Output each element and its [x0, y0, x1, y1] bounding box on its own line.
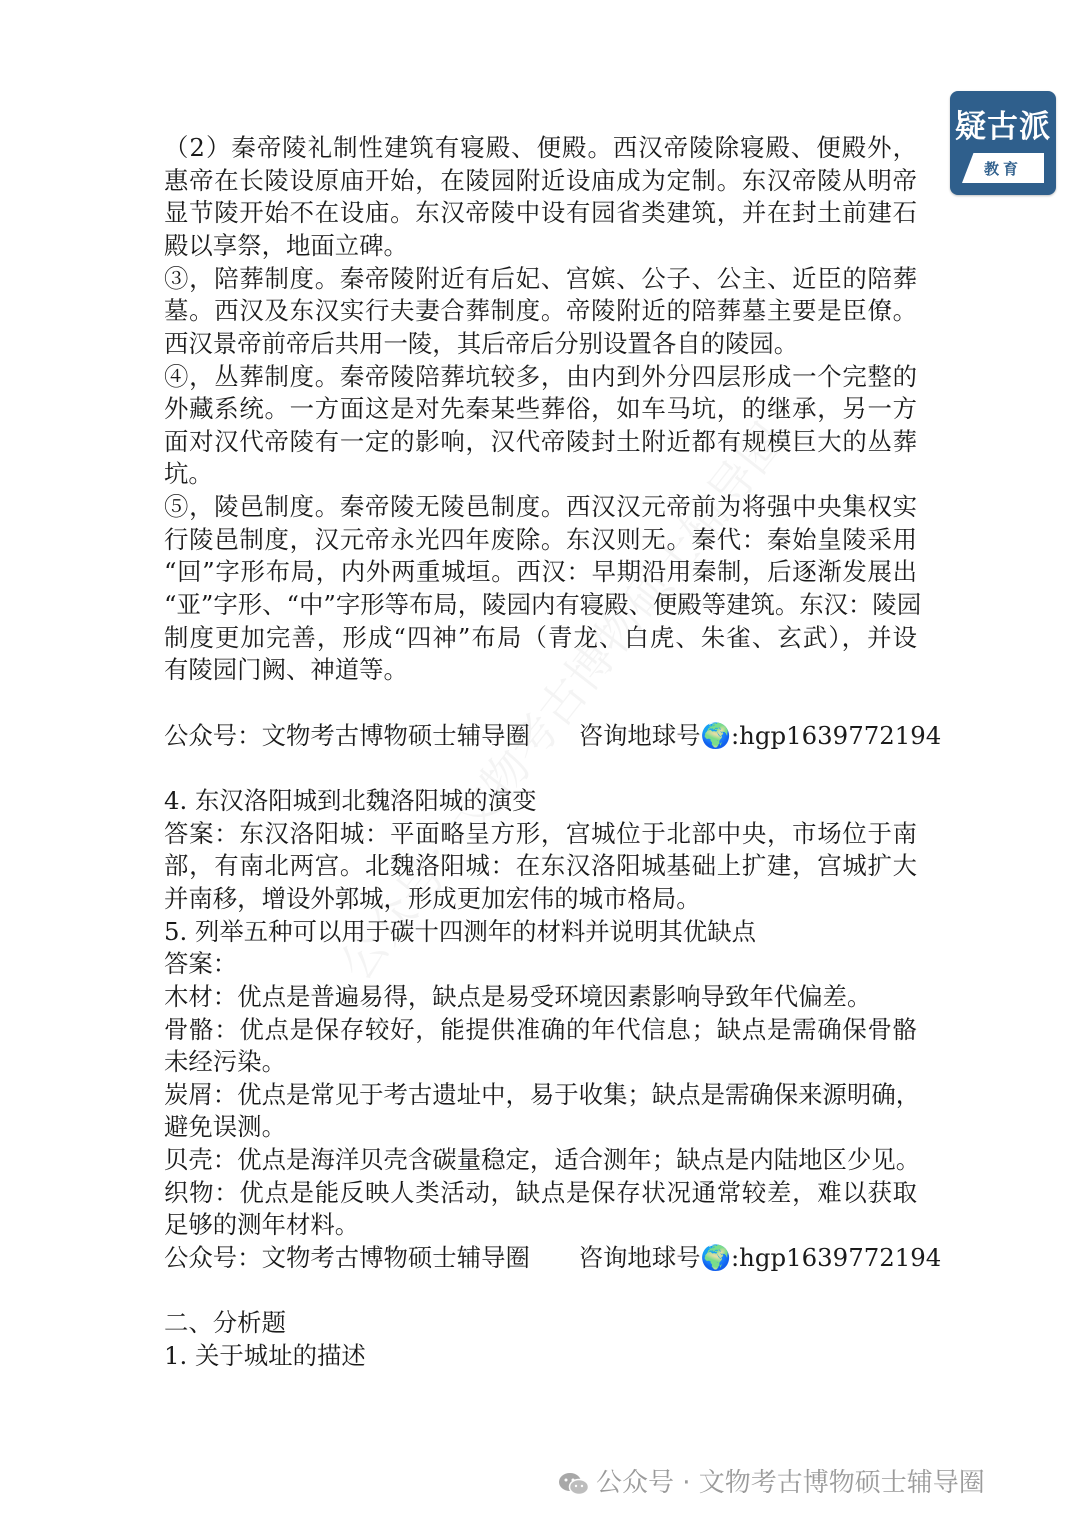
text-line: 殿以享祭，地面立碑。 — [164, 231, 408, 260]
logo-title: 疑古派 — [955, 109, 1051, 145]
text-line: 骨骼：优点是保存较好，能提供准确的年代信息；缺点是需确保骨骼 — [164, 1015, 917, 1044]
contact-line: 公众号：文物考古博物硕士辅导圈 咨询地球号🌍:hgp1639772194 — [164, 721, 942, 750]
question-heading: 4. 东汉洛阳城到北魏洛阳城的演变 — [164, 786, 537, 815]
text-line: 足够的测年材料。 — [164, 1210, 360, 1239]
text-line: 并南移，增设外郭城，形成更加宏伟的城市格局。 — [164, 884, 701, 913]
text-line: 惠帝在长陵设原庙开始，在陵园附近设庙成为定制。东汉帝陵从明帝 — [164, 166, 917, 195]
text-line: 行陵邑制度，汉元帝永光四年废除。东汉则无。秦代：秦始皇陵采用 — [164, 525, 917, 554]
text-line: 墓。西汉及东汉实行夫妻合葬制度。帝陵附近的陪葬墓主要是臣僚。 — [164, 296, 917, 325]
text-line: 外藏系统。一方面这是对先秦某些葬俗，如车马坑，的继承，另一方 — [164, 394, 917, 423]
text-line: ③，陪葬制度。秦帝陵附近有后妃、宫嫔、公子、公主、近臣的陪葬 — [164, 264, 917, 293]
text-line: 西汉景帝前帝后共用一陵，其后帝后分别设置各自的陵园。 — [164, 329, 799, 358]
text-line: 炭屑：优点是常见于考古遗址中，易于收集；缺点是需确保来源明确， — [164, 1080, 921, 1109]
text-line: ⑤，陵邑制度。秦帝陵无陵邑制度。西汉汉元帝前为将强中央集权实 — [164, 492, 917, 521]
wechat-icon — [558, 1471, 590, 1497]
text-line: 未经污染。 — [164, 1047, 286, 1076]
contact-line: 公众号：文物考古博物硕士辅导圈 咨询地球号🌍:hgp1639772194 — [164, 1243, 942, 1272]
section-heading: 二、分析题 — [164, 1308, 286, 1337]
logo-subtitle: 教育 — [983, 160, 1022, 178]
text-line: 贝壳：优点是海洋贝壳含碳量稳定，适合测年；缺点是内陆地区少见。 — [164, 1145, 921, 1174]
text-line: （2）秦帝陵礼制性建筑有寝殿、便殿。西汉帝陵除寝殿、便殿外， — [164, 133, 917, 162]
text-line: 部，有南北两宫。北魏洛阳城：在东汉洛阳城基础上扩建，宫城扩大 — [164, 851, 917, 880]
text-line: 面对汉代帝陵有一定的影响，汉代帝陵封土附近都有规模巨大的丛葬 — [164, 427, 917, 456]
text-line: “亚”字形、“中”字形等布局，陵园内有寝殿、便殿等建筑。东汉：陵园 — [164, 590, 922, 619]
footer-text: 公众号 · 文物考古博物硕士辅导圈 — [596, 1468, 985, 1498]
text-line: 制度更加完善，形成“四神”布局（青龙、白虎、朱雀、玄武），并设 — [164, 623, 917, 652]
text-line: 有陵园门阙、神道等。 — [164, 655, 408, 684]
text-line: 坑。 — [164, 459, 213, 488]
text-line: “回”字形布局，内外两重城垣。西汉：早期沿用秦制，后逐渐发展出 — [164, 557, 917, 586]
text-line: 木材：优点是普遍易得，缺点是易受环境因素影响导致年代偏差。 — [164, 982, 872, 1011]
text-line: 答案：东汉洛阳城：平面略呈方形，宫城位于北部中央，市场位于南 — [164, 819, 917, 848]
text-line: ④，丛葬制度。秦帝陵陪葬坑较多，由内到外分四层形成一个完整的 — [164, 362, 917, 391]
text-line: 避免误测。 — [164, 1112, 286, 1141]
brand-logo — [950, 91, 1056, 195]
text-line: 显节陵开始不在设庙。东汉帝陵中设有园省类建筑，并在封土前建石 — [164, 198, 917, 227]
footer-attribution — [558, 1463, 985, 1503]
question-heading: 1. 关于城址的描述 — [164, 1341, 366, 1370]
text-line: 织物：优点是能反映人类活动，缺点是保存状况通常较差，难以获取 — [164, 1178, 917, 1207]
text-line: 答案： — [164, 949, 238, 978]
question-heading: 5. 列举五种可以用于碳十四测年的材料并说明其优缺点 — [164, 917, 757, 946]
